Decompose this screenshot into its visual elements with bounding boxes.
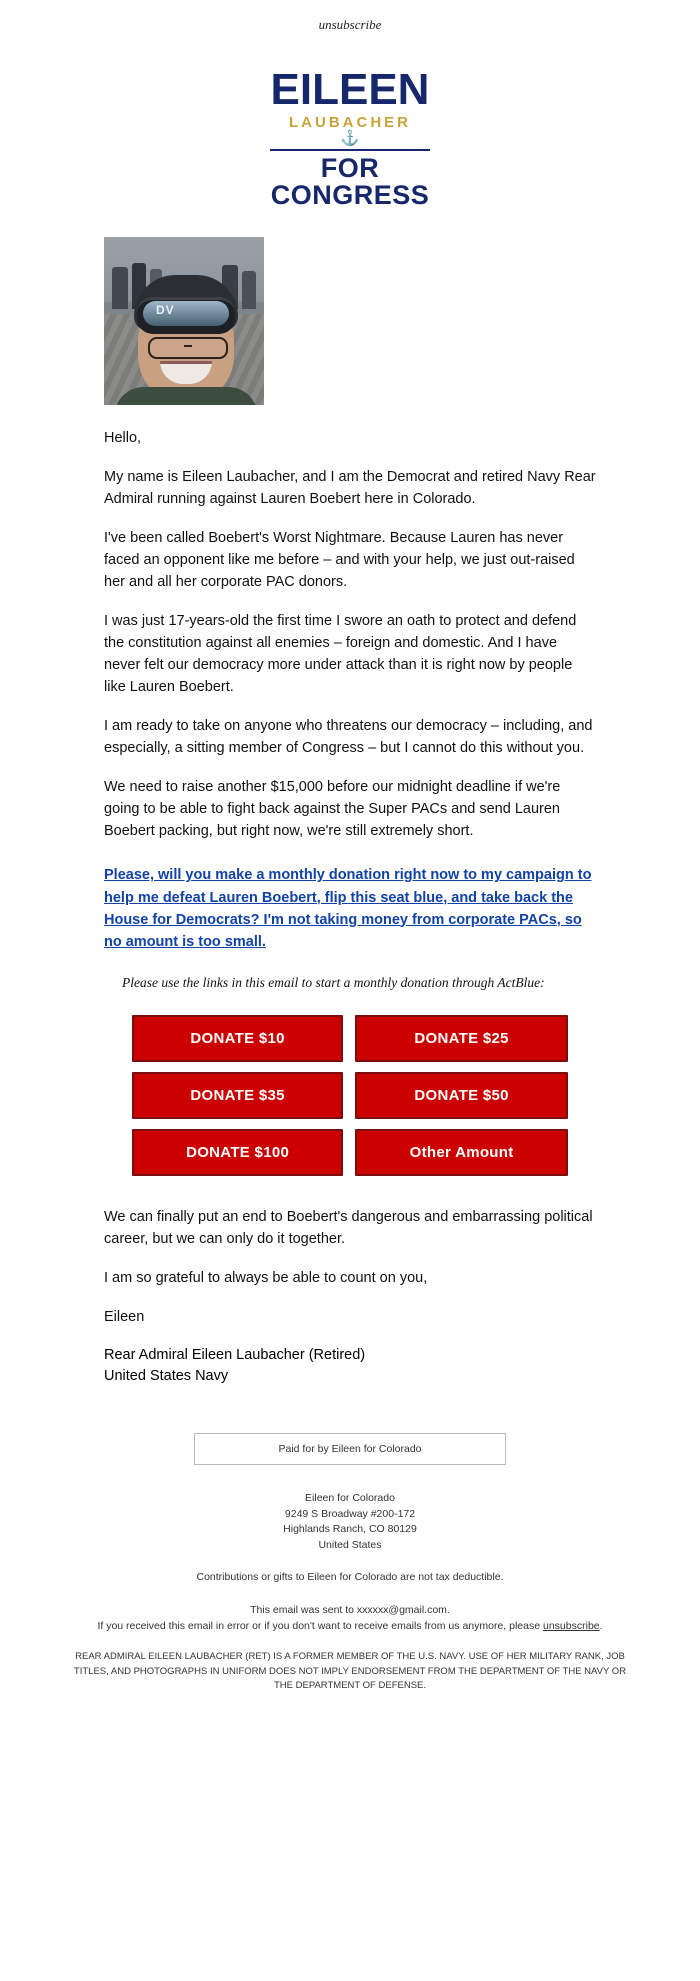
donate-25-button[interactable]: DONATE $25 [355, 1015, 568, 1062]
photo-eyeglasses [148, 337, 228, 359]
anchor-icon: ⚓ [340, 130, 360, 147]
body-paragraph-2: I've been called Boebert's Worst Nightmare. Because Lauren has never faced an opponent like me before – and with your help, we just out-raised her and all her corporate PAC donors. [104, 530, 575, 591]
photo-jacket [114, 387, 258, 405]
body-paragraph-5: We need to raise another $15,000 before our midnight deadline if we're going to be able to fight back against the Super PACs and send Lauren Boebert packing, but right now, we're still extremely short. [104, 779, 561, 840]
footer-address [70, 1491, 630, 1554]
photo-goggle-text: DV [156, 303, 175, 317]
logo-last-name: LAUBACHER [289, 114, 411, 131]
photo-bystander [242, 271, 256, 309]
donation-ask-link[interactable]: Please, will you make a monthly donation right now to my campaign to help me defeat Lauren Boebert, flip this seat blue, and take back the House for Democrats? I'm not taking money from corporate PACs, so no amount is too small. [104, 867, 592, 950]
error-note-prefix: If you received this email in error or if you don't want to receive emails from us anymore, please [97, 1619, 543, 1632]
donate-10-button[interactable]: DONATE $10 [132, 1015, 343, 1062]
unsubscribe-link-footer[interactable]: unsubscribe [543, 1619, 600, 1632]
donate-cell [355, 1129, 568, 1176]
sent-to-note [70, 1602, 630, 1635]
donate-cell [132, 1072, 343, 1119]
signature-title: Rear Admiral Eileen Laubacher (Retired) [104, 1346, 366, 1363]
paid-for-disclaimer: Paid for by Eileen for Colorado [194, 1433, 506, 1465]
donate-35-button[interactable]: DONATE $35 [132, 1072, 343, 1119]
donate-50-button[interactable]: DONATE $50 [355, 1072, 568, 1119]
closing-paragraph-2: I am so grateful to always be able to count on you, [104, 1269, 428, 1286]
photo-bystander [112, 267, 128, 309]
footer-address-line-1: Eileen for Colorado [305, 1491, 395, 1504]
footer-address-line-3: Highlands Ranch, CO 80129 [283, 1523, 417, 1536]
body-paragraph-3: I was just 17-years-old the first time I swore an oath to protect and defend the constitution against all enemies – foreign and domestic. And I have never felt our democracy more under attack than it is right now by people like Lauren Boebert. [104, 613, 577, 696]
footer-address-line-4: United States [318, 1539, 382, 1551]
donate-cell [355, 1072, 568, 1119]
donate-cell [132, 1015, 343, 1062]
body-paragraph-1: My name is Eileen Laubacher, and I am the Democrat and retired Navy Rear Admiral running against Lauren Boebert here in Colorado. [104, 469, 596, 508]
signature-name: Eileen [104, 1308, 145, 1325]
footer-address-line-2: 9249 S Broadway #200-172 [284, 1507, 416, 1520]
closing-paragraph-1: We can finally put an end to Boebert's dangerous and embarrassing political career, but we can only do it together. [104, 1208, 593, 1247]
body-paragraph-4: I am ready to take on anyone who threatens our democracy – including, and especially, a sitting member of Congress – but I cannot do this without you. [104, 718, 593, 757]
donate-row [132, 1072, 568, 1119]
email-footer [70, 1491, 630, 1694]
candidate-photo [104, 237, 264, 405]
tax-deductible-note: Contributions or gifts to Eileen for Colorado are not tax deductible. [196, 1570, 504, 1583]
campaign-logo[interactable] [0, 44, 700, 227]
donate-cell [132, 1129, 343, 1176]
signature-org: United States Navy [104, 1367, 229, 1384]
logo-first-name: EILEEN [270, 65, 430, 114]
actblue-note: Please use the links in this email to start a monthly donation through ActBlue: [122, 974, 545, 990]
logo-lockup [245, 65, 455, 210]
logo-tagline: FOR CONGRESS [270, 153, 430, 210]
unsubscribe-bar [0, 0, 700, 44]
unsubscribe-link-top[interactable]: unsubscribe [318, 17, 382, 32]
donate-100-button[interactable]: DONATE $100 [132, 1129, 343, 1176]
donate-row [132, 1129, 568, 1176]
greeting: Hello, [104, 430, 142, 446]
donate-other-amount-button[interactable]: Other Amount [355, 1129, 568, 1176]
email-body [104, 237, 596, 1387]
closing-block [104, 1206, 596, 1387]
donate-cell [355, 1015, 568, 1062]
donate-row [132, 1015, 568, 1062]
error-note-suffix: . [599, 1619, 603, 1632]
sent-to-address: This email was sent to xxxxxx@gmail.com. [250, 1603, 450, 1616]
donate-button-grid [120, 1005, 580, 1186]
navy-disclaimer: REAR ADMIRAL EILEEN LAUBACHER (RET) IS A FORMER MEMBER OF THE U.S. NAVY. USE OF HER MILITARY RANK, JOB TITLES, AND PHOTOGRAPHS IN UNIFORM DOES NOT IMPLY ENDORSEMENT FROM THE DEPARTMENT OF THE NAVY OR THE DEPARTMENT OF DEFENSE. [73, 1651, 627, 1692]
logo-divider [270, 149, 430, 151]
